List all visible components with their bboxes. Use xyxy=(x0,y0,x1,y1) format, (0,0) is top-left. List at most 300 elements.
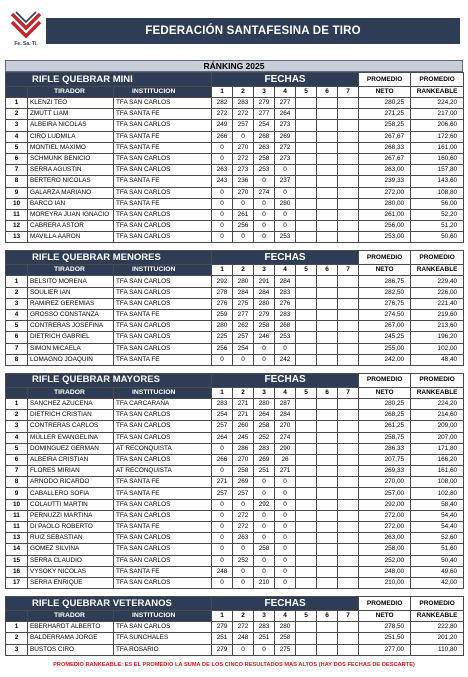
neto-average: 248,00 xyxy=(359,566,411,577)
table-row xyxy=(6,198,464,209)
fecha-number: 2 xyxy=(233,265,254,276)
shooter-name: CABRERA ASTOR xyxy=(28,221,114,232)
rankeable-average: 171,80 xyxy=(411,443,464,454)
date-score xyxy=(317,566,338,577)
rankeable-average: 56,00 xyxy=(411,198,464,209)
table-row xyxy=(6,544,464,555)
position-cell: 6 xyxy=(6,332,28,343)
rankeable-average: 58,40 xyxy=(411,499,464,510)
position-cell: 3 xyxy=(6,298,28,309)
ranking-sections xyxy=(0,72,468,656)
table-row xyxy=(6,454,464,465)
date-score: 0 xyxy=(212,354,233,365)
neto-average: 280,25 xyxy=(359,98,411,109)
table-row xyxy=(6,644,464,655)
date-score: 266 xyxy=(212,131,233,142)
neto-average: 286,33 xyxy=(359,443,411,454)
date-score: 257 xyxy=(212,488,233,499)
date-score: 254 xyxy=(233,343,254,354)
table-row xyxy=(6,321,464,332)
date-score xyxy=(296,432,317,443)
table-row xyxy=(6,633,464,644)
shooter-name: MONTIEL MAXIMO xyxy=(28,142,114,153)
date-score: 0 xyxy=(212,577,233,588)
position-cell: 7 xyxy=(6,165,28,176)
shooter-name: ALBEIRA NICOLAS xyxy=(28,120,114,131)
neto-average: 263,00 xyxy=(359,165,411,176)
date-score: 0 xyxy=(212,142,233,153)
ranking-table xyxy=(5,596,464,656)
position-cell: 13 xyxy=(6,533,28,544)
date-score: 279 xyxy=(254,98,275,109)
date-score: 0 xyxy=(254,488,275,499)
date-score xyxy=(317,555,338,566)
date-score xyxy=(338,622,359,633)
date-score: 0 xyxy=(275,477,296,488)
date-score: 264 xyxy=(275,109,296,120)
institution-name: TFA SAN CARLOS xyxy=(114,410,212,421)
page-title: FEDERACIÓN SANTAFESINA DE TIRO xyxy=(46,18,460,44)
date-score xyxy=(338,522,359,533)
fechas-header: FECHAS xyxy=(212,73,359,87)
institution-name: TFA SANTA FE xyxy=(114,142,212,153)
date-score xyxy=(338,109,359,120)
fecha-number: 5 xyxy=(296,387,317,398)
date-score: 282 xyxy=(212,98,233,109)
date-score: 0 xyxy=(254,209,275,220)
fecha-number: 3 xyxy=(254,265,275,276)
tirador-header: TIRADOR xyxy=(28,265,114,276)
date-score xyxy=(317,522,338,533)
date-score: 257 xyxy=(233,120,254,131)
institution-name: TFA SANTA FE xyxy=(114,477,212,488)
date-score: 258 xyxy=(275,633,296,644)
date-score: 292 xyxy=(212,276,233,287)
date-score: 0 xyxy=(233,566,254,577)
position-cell: 14 xyxy=(6,544,28,555)
neto-average: 278,50 xyxy=(359,622,411,633)
table-row xyxy=(6,142,464,153)
neto-average: 292,00 xyxy=(359,499,411,510)
date-score xyxy=(317,533,338,544)
date-score xyxy=(317,187,338,198)
date-score: 0 xyxy=(275,221,296,232)
date-score xyxy=(338,354,359,365)
category-title: RIFLE QUEBRAR VETERANOS xyxy=(6,597,212,611)
date-score: 263 xyxy=(233,533,254,544)
date-score: 279 xyxy=(212,622,233,633)
position-cell: 1 xyxy=(6,622,28,633)
promedio-header: PROMEDIO xyxy=(411,373,464,387)
shooter-name: SERRA ENRIQUE xyxy=(28,577,114,588)
fechas-header: FECHAS xyxy=(212,373,359,387)
fecha-number: 5 xyxy=(296,265,317,276)
fecha-number: 7 xyxy=(338,87,359,98)
date-score: 0 xyxy=(254,477,275,488)
institution-name: TFA SAN CARLOS xyxy=(114,120,212,131)
date-score: 271 xyxy=(212,477,233,488)
date-score xyxy=(338,443,359,454)
rankeable-average: 221,40 xyxy=(411,298,464,309)
date-score: 269 xyxy=(233,477,254,488)
fecha-number: 1 xyxy=(212,611,233,622)
neto-average: 286,75 xyxy=(359,276,411,287)
date-score xyxy=(317,343,338,354)
position-cell: 5 xyxy=(6,443,28,454)
date-score: 253 xyxy=(254,165,275,176)
position-cell: 8 xyxy=(6,477,28,488)
date-score xyxy=(317,622,338,633)
institution-name: TFA SAN CARLOS xyxy=(114,499,212,510)
date-score xyxy=(338,142,359,153)
position-cell: 6 xyxy=(6,454,28,465)
table-row xyxy=(6,165,464,176)
table-row xyxy=(6,533,464,544)
date-score xyxy=(338,477,359,488)
ranking-section xyxy=(5,250,463,366)
shooter-name: BELSITO MORENA xyxy=(28,276,114,287)
rankeable-average: 219,60 xyxy=(411,310,464,321)
institution-name: TFA SANTA FE xyxy=(114,131,212,142)
date-score xyxy=(296,398,317,409)
date-score xyxy=(296,443,317,454)
ranking-table xyxy=(5,373,464,589)
date-score: 272 xyxy=(275,142,296,153)
shooter-name: GALARZA MARIANO xyxy=(28,187,114,198)
fecha-number: 1 xyxy=(212,87,233,98)
shooter-name: ALBEIRA CRISTIAN xyxy=(28,454,114,465)
date-score: 283 xyxy=(233,98,254,109)
date-score: 0 xyxy=(275,533,296,544)
date-score xyxy=(317,209,338,220)
promedio-header: PROMEDIO xyxy=(359,597,411,611)
institution-name: TFA SAN CARLOS xyxy=(114,343,212,354)
date-score xyxy=(296,310,317,321)
rankeable-average: 108,80 xyxy=(411,187,464,198)
neto-average: 261,00 xyxy=(359,209,411,220)
date-score xyxy=(296,209,317,220)
date-score: 264 xyxy=(212,432,233,443)
date-score xyxy=(296,555,317,566)
neto-average: 280,00 xyxy=(359,198,411,209)
neto-average: 267,00 xyxy=(359,321,411,332)
date-score: 278 xyxy=(212,287,233,298)
fecha-number: 6 xyxy=(317,265,338,276)
rankeable-average: 224,20 xyxy=(411,398,464,409)
date-score: 0 xyxy=(275,522,296,533)
ranking-table xyxy=(5,72,464,243)
table-row xyxy=(6,432,464,443)
date-score: 0 xyxy=(212,443,233,454)
promedio-header: PROMEDIO xyxy=(411,73,464,87)
rankeable-header: RANKEABLE xyxy=(411,87,464,98)
institution-name: TFA SANTA FE xyxy=(114,176,212,187)
promedio-header: PROMEDIO xyxy=(359,73,411,87)
date-score xyxy=(296,477,317,488)
date-score: 0 xyxy=(233,577,254,588)
tirador-header: TIRADOR xyxy=(28,387,114,398)
institution-name: TFA SAN CARLOS xyxy=(114,187,212,198)
date-score: 0 xyxy=(212,499,233,510)
rankeable-header: RANKEABLE xyxy=(411,387,464,398)
rankeable-average: 51,20 xyxy=(411,221,464,232)
date-score: 272 xyxy=(233,510,254,521)
date-score xyxy=(317,153,338,164)
institution-name: TFA SAN CARLOS xyxy=(114,454,212,465)
rankeable-header: RANKEABLE xyxy=(411,611,464,622)
rankeable-average: 42,00 xyxy=(411,577,464,588)
rankeable-header: RANKEABLE xyxy=(411,265,464,276)
rankeable-average: 172,60 xyxy=(411,131,464,142)
table-row xyxy=(6,232,464,243)
date-score: 276 xyxy=(212,298,233,309)
date-score xyxy=(296,287,317,298)
table-row xyxy=(6,421,464,432)
shooter-name: DI PAOLO ROBERTO xyxy=(28,522,114,533)
fecha-number: 3 xyxy=(254,87,275,98)
rankeable-average: 161,60 xyxy=(411,466,464,477)
date-score: 274 xyxy=(275,432,296,443)
neto-header: NETO xyxy=(359,611,411,622)
date-score: 266 xyxy=(212,454,233,465)
footer-note: PROMEDIO RANKEABLE: ES EL PROMEDIO LA SUMA DE LOS CINCO RESULTADOS MAS ALTOS (HAY DOS FECHAS DE DESCARTE) xyxy=(53,661,415,668)
fechas-header: FECHAS xyxy=(212,251,359,265)
date-score: 256 xyxy=(233,221,254,232)
date-score xyxy=(296,644,317,655)
date-score: 270 xyxy=(233,454,254,465)
promedio-header: PROMEDIO xyxy=(359,373,411,387)
date-score: 262 xyxy=(233,321,254,332)
fecha-number: 3 xyxy=(254,387,275,398)
rankeable-average: 157,80 xyxy=(411,165,464,176)
date-score xyxy=(338,577,359,588)
rankeable-average: 229,40 xyxy=(411,276,464,287)
position-cell: 1 xyxy=(6,398,28,409)
institution-name: TFA SAN CARLOS xyxy=(114,153,212,164)
rankeable-average: 222,80 xyxy=(411,622,464,633)
date-score xyxy=(338,332,359,343)
date-score: 280 xyxy=(254,398,275,409)
shooter-name: DIETRICH CRISTIAN xyxy=(28,410,114,421)
neto-header: NETO xyxy=(359,265,411,276)
table-row xyxy=(6,109,464,120)
page-header xyxy=(0,0,468,56)
rankeable-average: 226,00 xyxy=(411,287,464,298)
institution-name: TFA SAN CARLOS xyxy=(114,332,212,343)
date-score: 284 xyxy=(254,287,275,298)
table-row xyxy=(6,488,464,499)
neto-average: 280,25 xyxy=(359,398,411,409)
shooter-name: BALDERRAMA JORGE xyxy=(28,633,114,644)
date-score xyxy=(338,276,359,287)
date-score xyxy=(296,354,317,365)
date-score xyxy=(338,321,359,332)
shooter-name: CIRO LUDMILA xyxy=(28,131,114,142)
institucion-header: INSTITUCION xyxy=(114,387,212,398)
date-score: 0 xyxy=(275,555,296,566)
date-score xyxy=(317,287,338,298)
neto-average: 268,33 xyxy=(359,142,411,153)
neto-average: 207,75 xyxy=(359,454,411,465)
date-score: 0 xyxy=(254,510,275,521)
date-score: 0 xyxy=(212,221,233,232)
table-row xyxy=(6,443,464,454)
date-score: 237 xyxy=(275,176,296,187)
rankeable-average: 143,60 xyxy=(411,176,464,187)
table-row xyxy=(6,398,464,409)
date-score xyxy=(296,176,317,187)
neto-average: 277,00 xyxy=(359,644,411,655)
shooter-name: DOMINGUEZ GERMAN xyxy=(28,443,114,454)
date-score: 272 xyxy=(233,622,254,633)
shooter-name: BARCO IAN xyxy=(28,198,114,209)
position-cell: 3 xyxy=(6,421,28,432)
position-cell: 5 xyxy=(6,321,28,332)
rankeable-average: 52,20 xyxy=(411,209,464,220)
date-score: 292 xyxy=(254,499,275,510)
position-cell: 3 xyxy=(6,120,28,131)
date-score: 275 xyxy=(233,298,254,309)
institution-name: TFA SAN CARLOS xyxy=(114,533,212,544)
date-score: 264 xyxy=(254,410,275,421)
date-score xyxy=(296,321,317,332)
shooter-name: MÜLLER EVANGELINA xyxy=(28,432,114,443)
date-score xyxy=(317,466,338,477)
table-row xyxy=(6,354,464,365)
ranking-title: RÁNKING 2025 xyxy=(5,60,463,72)
date-score: 0 xyxy=(254,644,275,655)
date-score xyxy=(338,533,359,544)
date-score: 277 xyxy=(254,109,275,120)
date-score: 284 xyxy=(233,287,254,298)
rankeable-average: 108,00 xyxy=(411,477,464,488)
rankeable-average: 166,20 xyxy=(411,454,464,465)
position-cell: 2 xyxy=(6,410,28,421)
shooter-name: MOREYRA JUAN IGNACIO xyxy=(28,209,114,220)
date-score xyxy=(338,566,359,577)
neto-average: 272,00 xyxy=(359,187,411,198)
table-row xyxy=(6,209,464,220)
date-score xyxy=(296,276,317,287)
institution-name: TFA SAN CARLOS xyxy=(114,165,212,176)
table-row xyxy=(6,343,464,354)
date-score xyxy=(296,153,317,164)
date-score: 256 xyxy=(212,343,233,354)
institution-name: TFA SAN CARLOS xyxy=(114,298,212,309)
position-cell: 16 xyxy=(6,566,28,577)
date-score: 236 xyxy=(233,176,254,187)
date-score: 0 xyxy=(233,644,254,655)
date-score xyxy=(338,510,359,521)
date-score: 0 xyxy=(275,544,296,555)
date-score: 0 xyxy=(212,555,233,566)
position-cell: 13 xyxy=(6,232,28,243)
date-score xyxy=(317,109,338,120)
position-cell: 8 xyxy=(6,354,28,365)
date-score: 272 xyxy=(212,109,233,120)
date-score xyxy=(317,410,338,421)
date-score xyxy=(338,466,359,477)
date-score: 0 xyxy=(275,209,296,220)
date-score: 268 xyxy=(254,131,275,142)
date-score: 270 xyxy=(233,187,254,198)
date-score: 253 xyxy=(275,332,296,343)
rankeable-average: 201,20 xyxy=(411,633,464,644)
shooter-name: GROSSO CONSTANZA xyxy=(28,310,114,321)
fecha-number: 7 xyxy=(338,387,359,398)
date-score: 0 xyxy=(275,566,296,577)
date-score xyxy=(317,432,338,443)
shooter-name: CONTRERAS JOSEFINA xyxy=(28,321,114,332)
date-score xyxy=(317,633,338,644)
ranking-section xyxy=(5,596,463,656)
position-cell: 1 xyxy=(6,98,28,109)
fecha-number: 6 xyxy=(317,611,338,622)
position-cell: 4 xyxy=(6,432,28,443)
logo-caption: Fe. Sa. Ti. xyxy=(14,41,38,47)
date-score: 0 xyxy=(254,221,275,232)
date-score: 210 xyxy=(254,577,275,588)
rankeable-average: 214,60 xyxy=(411,410,464,421)
table-row xyxy=(6,221,464,232)
date-score: 284 xyxy=(275,410,296,421)
fecha-number: 2 xyxy=(233,87,254,98)
date-score xyxy=(296,332,317,343)
shooter-name: RUIZ SEBASTIAN xyxy=(28,533,114,544)
institution-name: TFA SANTA FE xyxy=(114,109,212,120)
neto-average: 251,50 xyxy=(359,633,411,644)
rankeable-average: 49,60 xyxy=(411,566,464,577)
neto-average: 261,25 xyxy=(359,421,411,432)
institution-name: TFA SAN CARLOS xyxy=(114,577,212,588)
date-score: 243 xyxy=(212,176,233,187)
shooter-name: SANCHEZ AZUCENA xyxy=(28,398,114,409)
shooter-name: CONTRERAS CARLOS xyxy=(28,421,114,432)
date-score: 257 xyxy=(233,488,254,499)
date-score: 276 xyxy=(275,298,296,309)
position-cell: 1 xyxy=(6,276,28,287)
date-score: 248 xyxy=(212,566,233,577)
fecha-number: 2 xyxy=(233,387,254,398)
date-score: 270 xyxy=(233,142,254,153)
date-score: 283 xyxy=(254,443,275,454)
rankeable-average: 102,00 xyxy=(411,343,464,354)
institution-name: TFA SAN CARLOS xyxy=(114,421,212,432)
date-score xyxy=(317,321,338,332)
table-row xyxy=(6,555,464,566)
table-row xyxy=(6,332,464,343)
date-score: 273 xyxy=(275,120,296,131)
date-score xyxy=(338,410,359,421)
date-score xyxy=(338,153,359,164)
neto-average: 242,00 xyxy=(359,354,411,365)
date-score: 277 xyxy=(275,98,296,109)
neto-average: 268,25 xyxy=(359,410,411,421)
date-score: 0 xyxy=(254,198,275,209)
table-row xyxy=(6,187,464,198)
date-score: 271 xyxy=(275,466,296,477)
date-score: 263 xyxy=(254,142,275,153)
date-score xyxy=(317,477,338,488)
position-cell: 17 xyxy=(6,577,28,588)
neto-average: 256,00 xyxy=(359,221,411,232)
institution-name: TFA SAN CARLOS xyxy=(114,555,212,566)
institution-name: TFA SAN CARLOS xyxy=(114,98,212,109)
date-score xyxy=(317,577,338,588)
position-cell: 12 xyxy=(6,221,28,232)
shooter-name: COLAUTTI MARTIN xyxy=(28,499,114,510)
fecha-number: 4 xyxy=(275,265,296,276)
